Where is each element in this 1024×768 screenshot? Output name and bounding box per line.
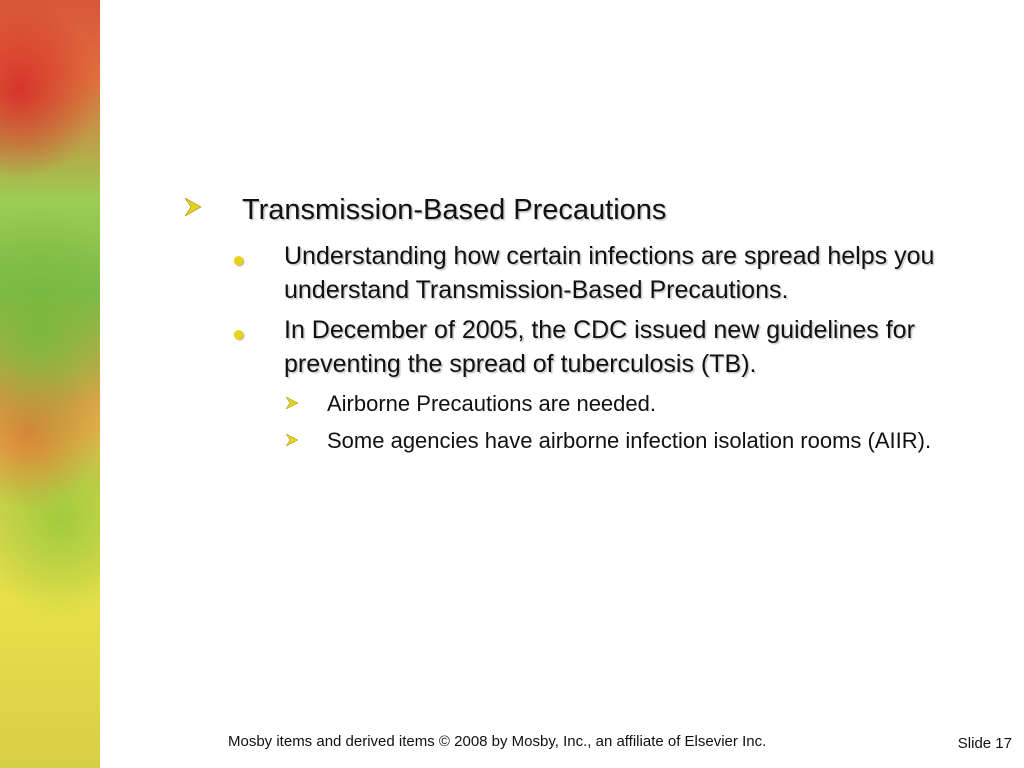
bullet-text: Understanding how certain infections are spread helps you understand Transmission-Based Precautions.: [284, 242, 935, 304]
sub-bullet-item: [285, 425, 965, 456]
sub-bullet-item: [285, 388, 965, 419]
bullet-dot-icon: ●: [232, 247, 246, 272]
slide-number: Slide 17: [957, 735, 1012, 752]
bullet-item: [232, 313, 982, 381]
chevron-right-icon: [285, 396, 299, 410]
sub-bullet-text: Some agencies have airborne infection isolation rooms (AIIR).: [327, 428, 932, 453]
slide-heading-item: [182, 192, 982, 228]
bullet-text: In December of 2005, the CDC issued new guidelines for preventing the spread of tuberculosis (TB).: [284, 316, 915, 378]
chevron-right-icon: [285, 433, 299, 447]
sub-bullet-text: Airborne Precautions are needed.: [327, 391, 656, 416]
copyright-footer: Mosby items and derived items © 2008 by Mosby, Inc., an affiliate of Elsevier Inc.: [228, 733, 767, 750]
bullet-dot-icon: ●: [232, 321, 246, 346]
bullet-item: [232, 239, 982, 307]
chevron-right-icon: [182, 196, 204, 218]
slide-heading: Transmission-Based Precautions: [242, 194, 667, 226]
